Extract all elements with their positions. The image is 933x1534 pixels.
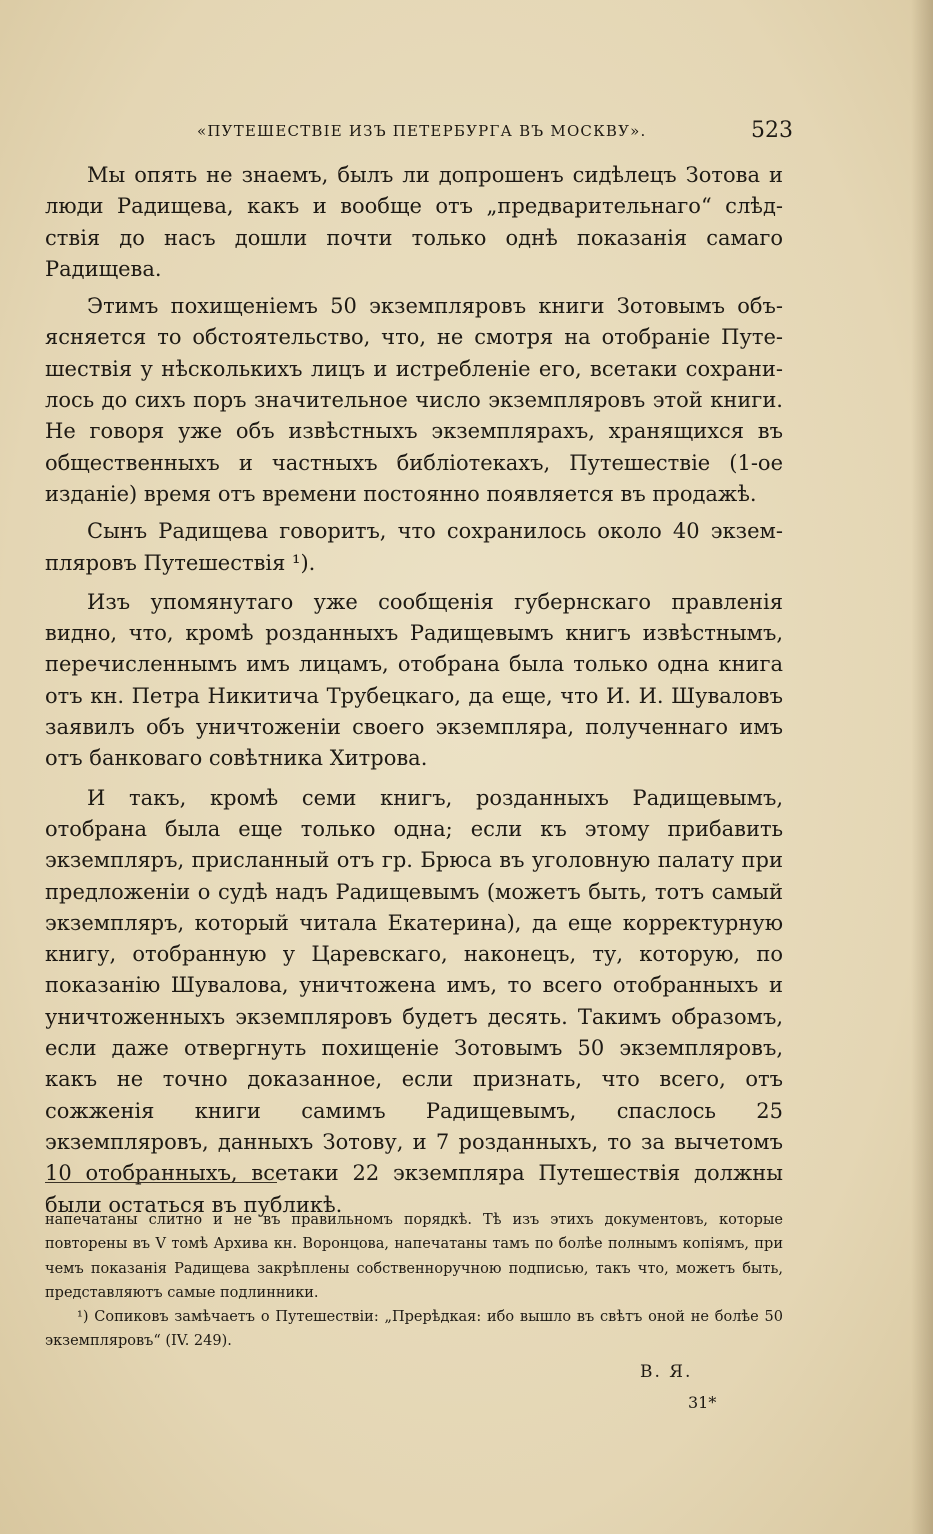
main-text xyxy=(45,160,783,1229)
footnote-1: ¹) Сопиковъ замѣчаетъ о Путешествіи: „Прерѣдкая: ибо вышло въ свѣтъ оной не болѣе 50 экземпляровъ“ (IV. 249). xyxy=(45,1309,783,1350)
paragraph: И такъ, кромѣ семи книгъ, розданныхъ Радищевымъ, отобрана была еще только одна; если къ этому прибавить экземпляръ, присланный отъ гр. Брюса въ уголовную палату при предложеніи о судѣ надъ Радищевымъ (можетъ быть, тотъ самый экземпляръ, который читала Екатерина), да еще корректурную книгу, отобранную у Царевскаго, наконецъ, ту, которую, по показанію Шувалова, уничтожена имъ, то всего отобранныхъ и уничтоженныхъ экземпляровъ будетъ десять. Такимъ образомъ, если даже отвергнуть похищеніе Зотовымъ 50 экземпляровъ, какъ не точно доказанное, если признать, что всего, отъ сожженія книги самимъ Радищевымъ, спаслось 25 экземпляровъ, данныхъ Зотову, и 7 розданныхъ, то за вычетомъ 10 отобранныхъ, всетаки 22 экземпляра Путешествія должны были остаться въ публикѣ. xyxy=(45,785,783,1217)
running-title: «ПУТЕШЕСТВІЕ ИЗЪ ПЕТЕРБУРГА ВЪ МОСКВУ». xyxy=(197,122,647,140)
paragraph: Изъ упомянутаго уже сообщенія губернскаго правленія видно, что, кромѣ розданныхъ Радищевымъ книгъ извѣстнымъ, перечисленнымъ имъ лицамъ, отобрана была только одна книга отъ кн. Петра Никитича Трубецкаго, да еще, что И. И. Шуваловъ заявилъ объ уничтоженіи своего экземпляра, полученнаго имъ отъ банковаго совѣтника Хитрова. xyxy=(45,589,783,771)
page-edge-shadow xyxy=(911,0,933,1534)
running-header xyxy=(45,118,793,148)
paragraph: Этимъ похищеніемъ 50 экземпляровъ книги Зотовымъ объясняется то обстоятельство, что, не смотря на отобраніе Путешествія у нѣсколькихъ лицъ и истребленіе его, всетаки сохранилось до сихъ поръ значительное число экземпляровъ этой книги. Не говоря уже объ извѣстныхъ экземплярахъ, хранящихся въ общественныхъ и частныхъ библіотекахъ, Путешествіе (1-ое изданіе) время отъ времени постоянно появляется въ продажѣ. xyxy=(45,294,783,506)
paragraph: Сынъ Радищева говоритъ, что сохранилось около 40 экземпляровъ Путешествія ¹). xyxy=(45,519,783,575)
page-number: 523 xyxy=(751,118,793,143)
author-signature: В. Я. xyxy=(640,1362,693,1382)
footnotes xyxy=(45,1208,783,1354)
footnote-divider xyxy=(45,1182,277,1183)
paragraph: Мы опять не знаемъ, былъ ли допрошенъ сидѣлецъ Зотова и люди Радищева, какъ и вообще отъ „предварительнаго“ слѣдствія до насъ дошли почти только однѣ показанія самаго Радищева. xyxy=(45,163,783,281)
signature-mark: 31* xyxy=(688,1393,717,1412)
footnote-continued: напечатаны слитно и не въ правильномъ порядкѣ. Тѣ изъ этихъ документовъ, которые повторены въ V томѣ Архива кн. Воронцова, напечатаны тамъ по болѣе полнымъ копіямъ, при чемъ показанія Радищева закрѣплены собственноручною подписью, такъ что, можетъ быть, представляютъ самые подлинники. xyxy=(45,1212,783,1301)
